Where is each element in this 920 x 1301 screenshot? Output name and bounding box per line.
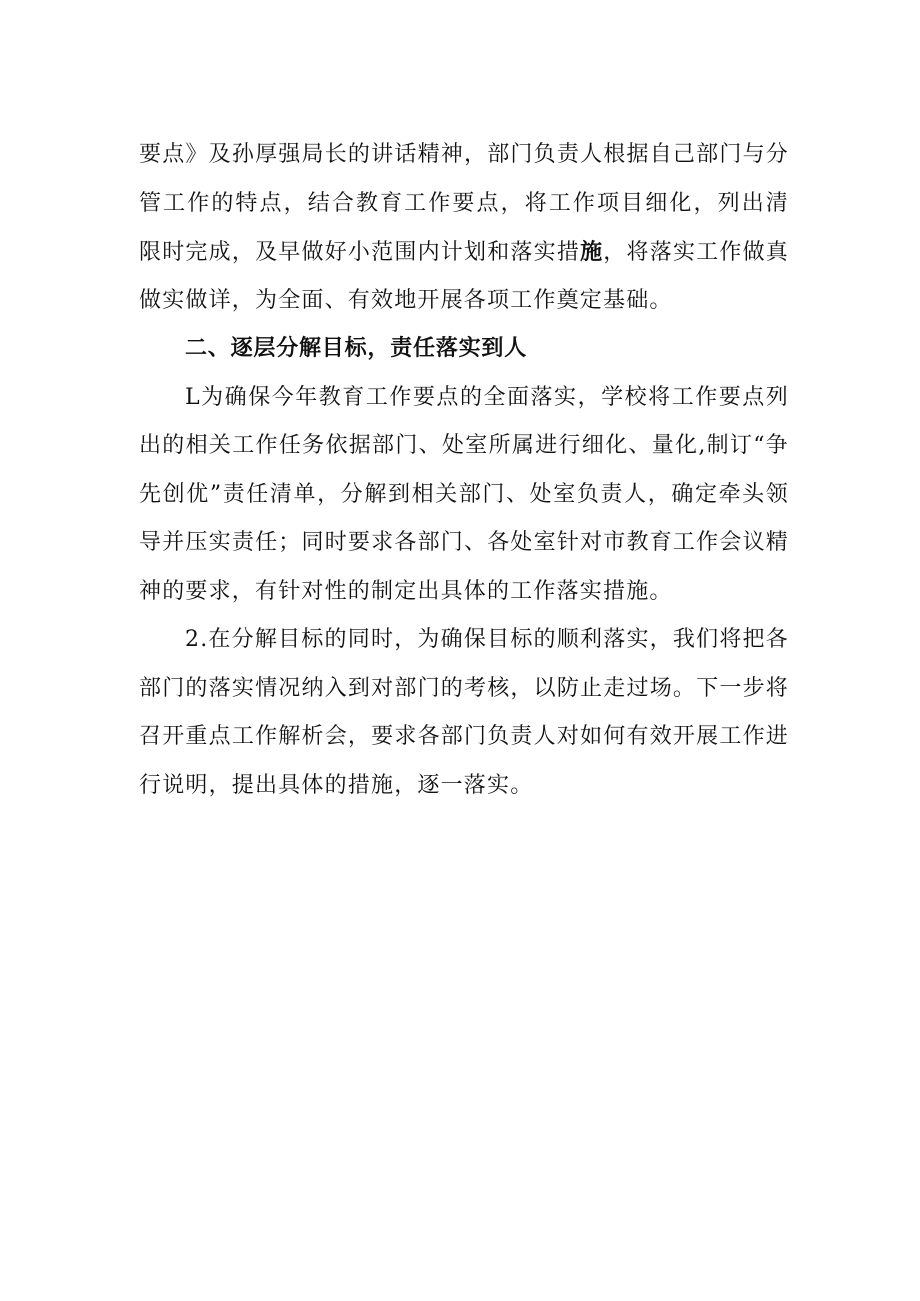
paragraph-2 xyxy=(139,374,789,617)
section-heading: 二、逐层分解目标，责任落实到人 xyxy=(185,336,528,361)
paragraph-line: 神的要求，有针对性的制定出具体的工作落实措施。 xyxy=(139,578,673,604)
paragraph-1 xyxy=(139,131,789,325)
bold-character: 施 xyxy=(580,239,604,265)
paragraph-line: 先创优”责任清单，分解到相关部门、处室负责人，确定牵头领 xyxy=(139,481,789,507)
paragraph-line: 部门的落实情况纳入到对部门的考核，以防止走过场。下一步将 xyxy=(139,675,789,701)
paragraph-line: 做实做详，为全面、有效地开展各项工作奠定基础。 xyxy=(139,287,673,313)
paragraph-3 xyxy=(139,616,789,810)
paragraph-line: 行说明，提出具体的措施，逐一落实。 xyxy=(139,772,534,798)
paragraph-line: L为确保今年教育工作要点的全面落实，学校将工作要点列 xyxy=(185,384,789,410)
paragraph-line: 出的相关工作任务依据部门、处室所属进行细化、量化,制订“争 xyxy=(139,433,789,458)
paragraph-line: 要点》及孙厚强局长的讲话精神，部门负责人根据自己部门与分 xyxy=(139,142,789,167)
paragraph-line: 召开重点工作解析会，要求各部门负责人对如何有效开展工作进 xyxy=(139,724,789,749)
line-segment: 限时完成，及早做好小范围内计划和落实措 xyxy=(139,240,581,265)
paragraph-line: 导并压实责任；同时要求各部门、各处室针对市教育工作会议精 xyxy=(139,530,789,555)
paragraph-line: 管工作的特点，结合教育工作要点，将工作项目细化，列出清 xyxy=(139,190,789,216)
paragraph-line: 2.在分解目标的同时，为确保目标的顺利落实，我们将把各 xyxy=(185,627,789,652)
document-body xyxy=(139,131,789,810)
paragraph-line xyxy=(139,228,789,277)
line-segment: ，将落实工作做真 xyxy=(603,240,789,265)
